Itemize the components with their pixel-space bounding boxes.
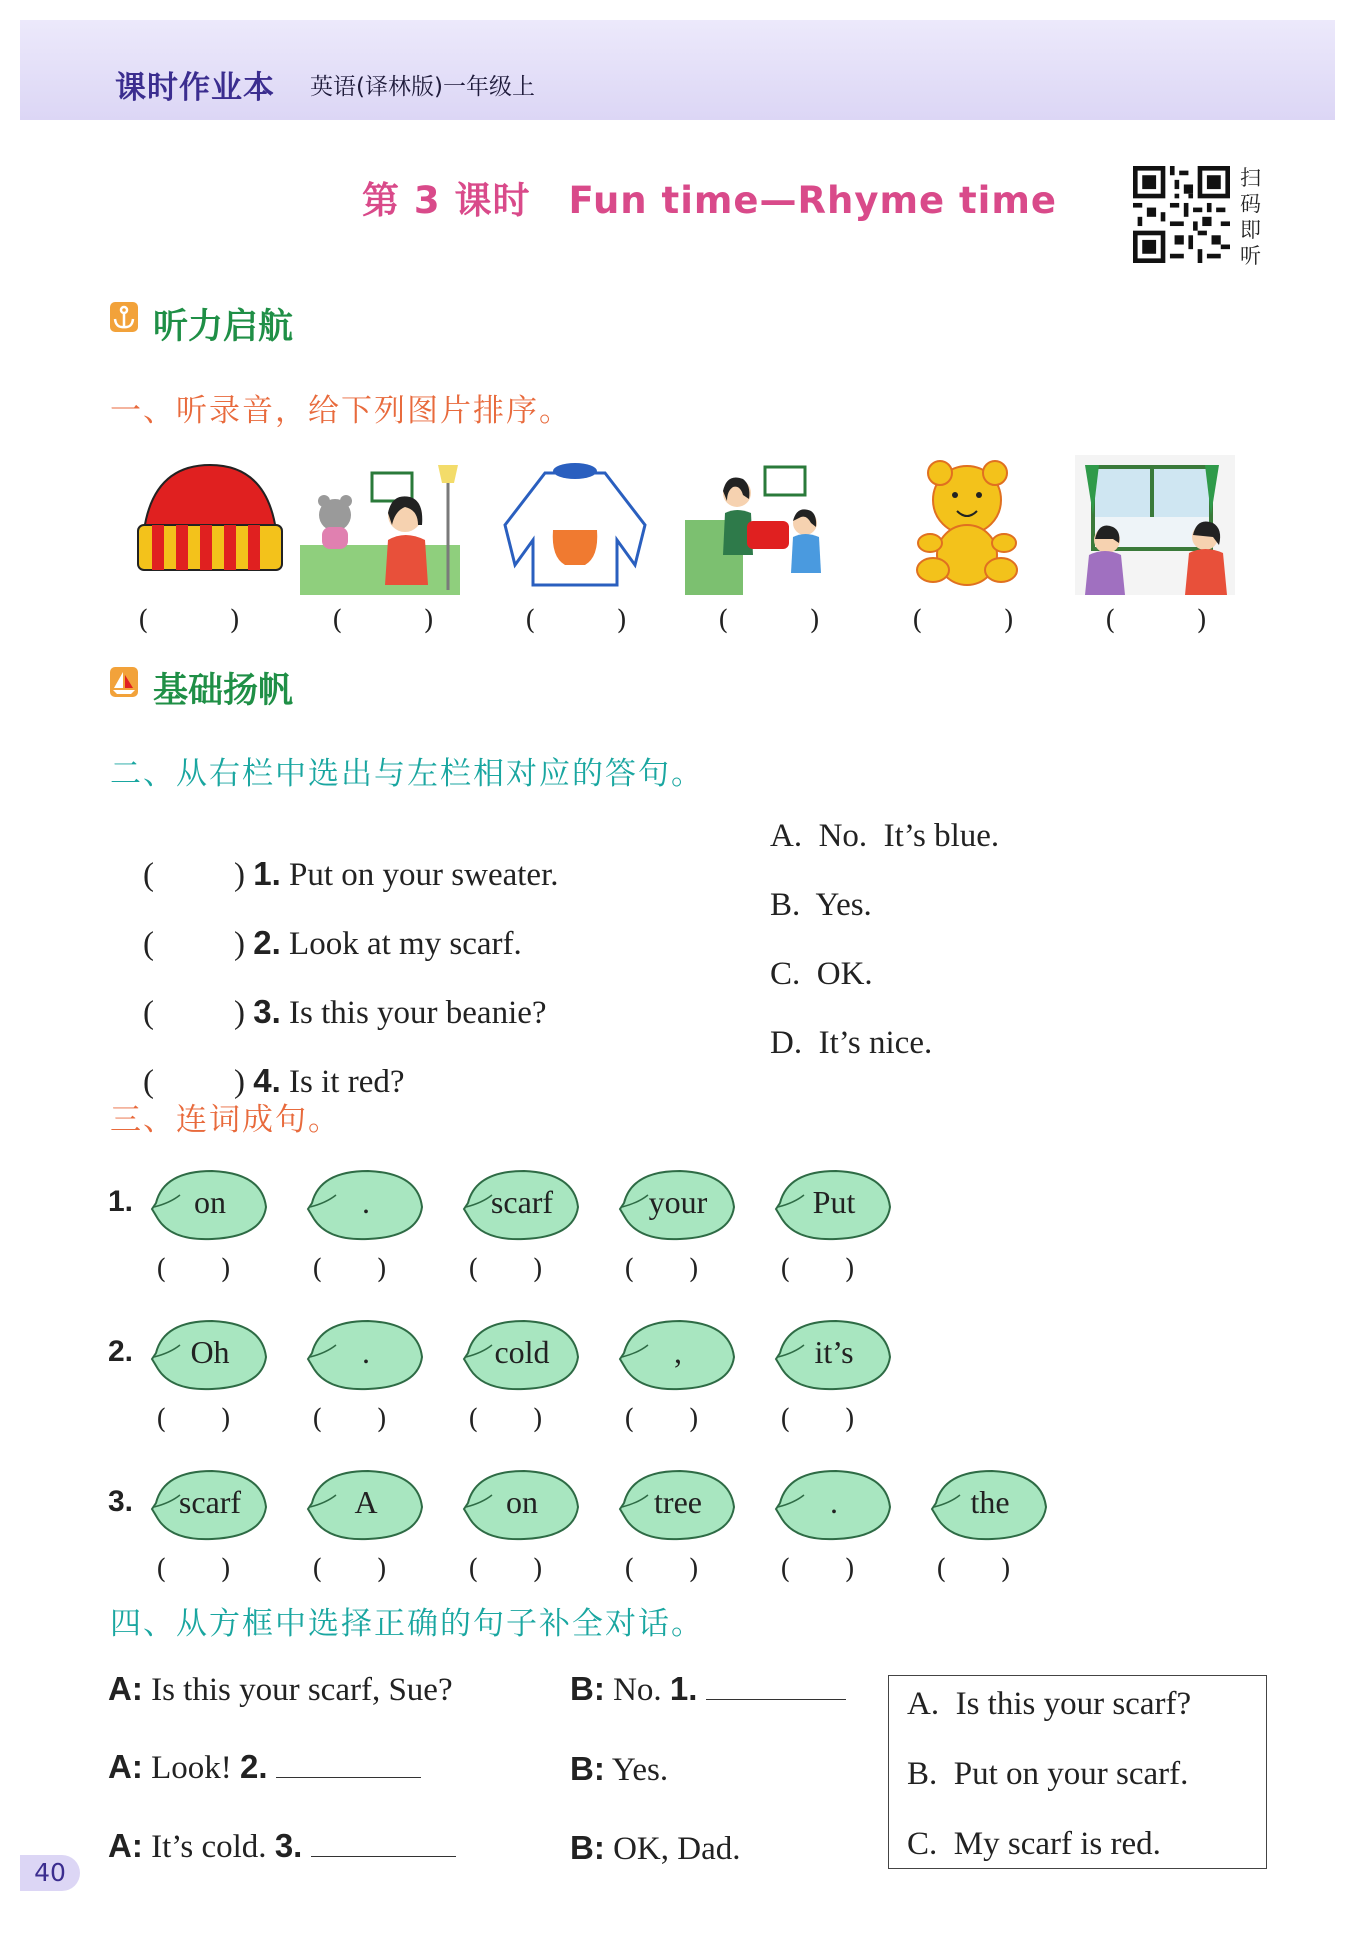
- answer-blank-2[interactable]: [276, 1769, 421, 1778]
- word-leaf: [774, 1165, 894, 1245]
- speaker-a: A:: [108, 1670, 143, 1707]
- paren-open: (: [143, 1064, 154, 1100]
- book-subtitle: 英语(译林版)一年级上: [310, 74, 535, 100]
- paren-open: (: [143, 926, 154, 962]
- q1-paren[interactable]: ( ): [912, 605, 1015, 636]
- item-text: Is it red?: [289, 1064, 405, 1100]
- word-text: on: [506, 1484, 538, 1520]
- picture-mother-and-girl-with-gift: [685, 455, 845, 595]
- word-order-paren[interactable]: ( ): [156, 1254, 232, 1285]
- word-leaf: [150, 1165, 270, 1245]
- word-text: the: [970, 1484, 1010, 1520]
- item-number: 3.: [253, 993, 281, 1030]
- word-text: Oh: [190, 1334, 230, 1370]
- word-order-paren[interactable]: ( ): [468, 1254, 544, 1285]
- brand-title: 课时作业本: [115, 70, 275, 106]
- dialogue-line-2b: [570, 1750, 668, 1789]
- speaker-b: B:: [570, 1750, 605, 1787]
- answer-blank-3[interactable]: [311, 1848, 456, 1857]
- word-order-paren[interactable]: ( ): [312, 1404, 388, 1435]
- word-text: .: [830, 1484, 838, 1520]
- word-leaf: [306, 1165, 426, 1245]
- row-number: 1.: [108, 1185, 134, 1218]
- word-text: A: [354, 1484, 378, 1520]
- picture-beanie: [130, 455, 290, 595]
- picture-girl-with-teddy: [300, 455, 460, 595]
- word-order-paren[interactable]: ( ): [312, 1554, 388, 1585]
- option-c: C. My scarf is red.: [907, 1826, 1161, 1862]
- sailboat-icon: [110, 667, 138, 697]
- line-text: No.: [613, 1672, 662, 1708]
- word-order-paren[interactable]: ( ): [624, 1554, 700, 1585]
- word-leaf: [774, 1315, 894, 1395]
- speaker-a: A:: [108, 1827, 143, 1864]
- blank-number: 3.: [274, 1827, 303, 1864]
- q4-title: 四、从方框中选择正确的句子补全对话。: [110, 1606, 704, 1642]
- option-a: A. Is this your scarf?: [907, 1686, 1192, 1722]
- word-text: ,: [674, 1334, 682, 1370]
- word-leaf: [774, 1465, 894, 1545]
- q1-paren[interactable]: ( ): [525, 605, 628, 636]
- qr-code-icon[interactable]: [1133, 166, 1230, 263]
- item-number: 2.: [253, 924, 281, 961]
- word-text: it’s: [814, 1334, 854, 1370]
- word-order-paren[interactable]: ( ): [468, 1554, 544, 1585]
- word-order-paren[interactable]: ( ): [936, 1554, 1012, 1585]
- dialogue-line-2a: [108, 1748, 421, 1787]
- word-leaf: [462, 1165, 582, 1245]
- word-leaf: [462, 1465, 582, 1545]
- section-basics-title: 基础扬帆: [153, 671, 294, 711]
- paren-close: ): [234, 857, 245, 893]
- item-text: Put on your sweater.: [289, 857, 559, 893]
- answer-blank-1[interactable]: [706, 1691, 846, 1700]
- word-text: cold: [494, 1334, 550, 1370]
- speaker-b: B:: [570, 1670, 605, 1707]
- answer-option-b: B. Yes.: [770, 887, 872, 923]
- word-text: .: [362, 1334, 370, 1370]
- word-leaf: [930, 1465, 1050, 1545]
- item-text: Is this your beanie?: [289, 995, 547, 1031]
- line-text: It’s cold.: [151, 1829, 267, 1865]
- paren-close: ): [234, 995, 245, 1031]
- picture-sweater: [495, 455, 655, 595]
- word-leaf: [306, 1465, 426, 1545]
- line-text: OK, Dad.: [613, 1831, 741, 1867]
- dialogue-line-1a: [108, 1670, 453, 1709]
- qr-label: 扫码即听: [1240, 166, 1261, 268]
- word-leaf: [306, 1315, 426, 1395]
- word-order-paren[interactable]: ( ): [624, 1254, 700, 1285]
- word-order-paren[interactable]: ( ): [624, 1404, 700, 1435]
- speaker-a: A:: [108, 1748, 143, 1785]
- paren-close: ): [234, 1064, 245, 1100]
- word-text: scarf: [178, 1484, 242, 1520]
- word-leaf: [150, 1465, 270, 1545]
- lesson-title: 第 3 课时 Fun time—Rhyme time: [362, 179, 1058, 222]
- picture-girls-at-window: [1075, 455, 1235, 595]
- word-order-paren[interactable]: ( ): [780, 1554, 856, 1585]
- answer-option-d: D. It’s nice.: [770, 1025, 933, 1061]
- paren-open: (: [143, 995, 154, 1031]
- dialogue-line-3b: [570, 1829, 740, 1868]
- word-text: scarf: [490, 1184, 554, 1220]
- word-order-paren[interactable]: ( ): [780, 1254, 856, 1285]
- word-text: Put: [812, 1184, 856, 1220]
- row-number: 3.: [108, 1485, 134, 1518]
- word-leaf: [618, 1165, 738, 1245]
- word-text: tree: [654, 1484, 702, 1520]
- q1-paren[interactable]: ( ): [718, 605, 821, 636]
- paren-close: ): [234, 926, 245, 962]
- word-leaf: [462, 1315, 582, 1395]
- word-text: your: [648, 1184, 708, 1220]
- blank-number: 2.: [239, 1748, 268, 1785]
- blank-number: 1.: [669, 1670, 698, 1707]
- word-order-paren[interactable]: ( ): [468, 1404, 544, 1435]
- dialogue-line-1b: [570, 1670, 846, 1709]
- page-number: 40: [20, 1855, 80, 1891]
- line-text: Look!: [151, 1750, 232, 1786]
- section-listening-title: 听力启航: [153, 307, 294, 347]
- word-order-paren[interactable]: ( ): [156, 1554, 232, 1585]
- speaker-b: B:: [570, 1829, 605, 1866]
- row-number: 2.: [108, 1335, 134, 1368]
- option-b: B. Put on your scarf.: [907, 1756, 1189, 1792]
- line-text: Yes.: [611, 1752, 669, 1788]
- line-text: Is this your scarf, Sue?: [151, 1672, 453, 1708]
- q3-title: 三、连词成句。: [110, 1102, 341, 1138]
- word-order-paren[interactable]: ( ): [780, 1404, 856, 1435]
- q1-paren[interactable]: ( ): [332, 605, 435, 636]
- options-box: [888, 1675, 1267, 1869]
- q1-paren[interactable]: ( ): [1105, 605, 1208, 636]
- word-order-paren[interactable]: ( ): [312, 1254, 388, 1285]
- picture-teddy-bear: [885, 455, 1045, 595]
- word-leaf: [618, 1315, 738, 1395]
- dialogue-line-3a: [108, 1827, 456, 1866]
- item-number: 4.: [253, 1062, 281, 1099]
- word-leaf: [150, 1315, 270, 1395]
- q1-title: 一、听录音，给下列图片排序。: [110, 393, 572, 429]
- item-text: Look at my scarf.: [289, 926, 522, 962]
- word-order-paren[interactable]: ( ): [156, 1404, 232, 1435]
- answer-option-c: C. OK.: [770, 956, 873, 992]
- q2-title: 二、从右栏中选出与左栏相对应的答句。: [110, 756, 704, 792]
- word-text: .: [362, 1184, 370, 1220]
- word-text: on: [194, 1184, 226, 1220]
- word-leaf: [618, 1465, 738, 1545]
- anchor-icon: [110, 302, 138, 332]
- answer-option-a: A. No. It’s blue.: [770, 818, 1000, 854]
- paren-open: (: [143, 857, 154, 893]
- q1-paren[interactable]: ( ): [138, 605, 241, 636]
- item-number: 1.: [253, 855, 281, 892]
